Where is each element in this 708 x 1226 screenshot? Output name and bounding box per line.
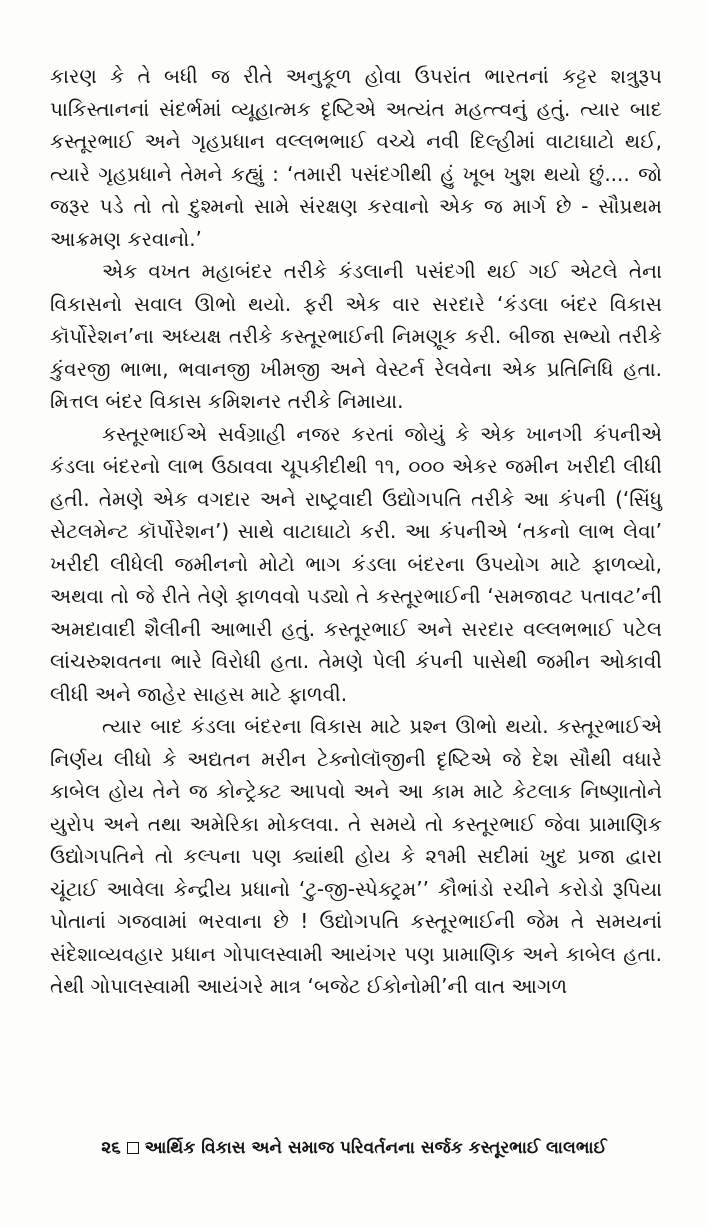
page-footer <box>0 1138 708 1158</box>
book-title: આર્થિક વિકાસ અને સમાજ પરિવર્તનના સર્જક કસ્તૂરભાઈ લાલભાઈ <box>144 1138 607 1158</box>
paragraph-3: કસ્તૂરભાઈએ સર્વગ્રાહી નજર કરતાં જોયું કે એક ખાનગી કંપનીએ કંડલા બંદરનો લાભ ઉઠાવવા ચૂપકીદીથી ૧૧, ૦૦૦ એકર જમીન ખરીદી લીધી હતી. તેમણે એક વગદાર અને રાષ્ટ્રવાદી ઉદ્યોગપતિ તરીકે આ કંપની (‘સિંધુ સેટલમેન્ટ કૉર્પોરેશન’) સાથે વાટાઘાટો કરી. આ કંપનીએ ‘તકનો લાભ લેવા’ ખરીદી લીધેલી જમીનનો મોટો ભાગ કંડલા બંદરના ઉપયોગ માટે ફાળવ્યો, અથવા તો જે રીતે તેણે ફાળવવો પડ્યો તે કસ્તૂરભાઈની ‘સમજાવટ પતાવટ’ની અમદાવાદી શૈલીની આભારી હતું. કસ્તૂરભાઈ અને સરદાર વલ્લભભાઈ પટેલ લાંચરુશવતના ભારે વિરોધી હતા. તેમણે પેલી કંપની પાસેથી જમીન ઓકાવી લીધી અને જાહેર સાહસ માટે ફાળવી. <box>50 421 662 706</box>
square-separator-icon <box>127 1142 139 1154</box>
paragraph-1: કારણ કે તે બધી જ રીતે અનુકૂળ હોવા ઉપરાંત ભારતનાં કટ્ટર શત્રુરૂપ પાકિસ્તાનનાં સંદર્ભમાં વ્યૂહાત્મક દૃષ્ટિએ અત્યંત મહત્ત્વનું હતું. ત્યાર બાદ કસ્તૂરભાઈ અને ગૃહપ્રધાન વલ્લભભાઈ વચ્ચે નવી દિલ્હીમાં વાટાઘાટો થઈ, ત્યારે ગૃહપ્રધાને તેમને કહ્યું : ‘તમારી પસંદગીથી હું ખૂબ ખુશ થયો છું.... જો જરૂર પડે તો તો દુશ્મનો સામે સંરક્ષણ કરવાનો એક જ માર્ગ છે - સૌપ્રથમ આક્રમણ કરવાનો.’ <box>50 64 662 251</box>
paragraph-2: એક વખત મહાબંદર તરીકે કંડલાની પસંદગી થઈ ગઈ એટલે તેના વિકાસનો સવાલ ઊભો થયો. ફરી એક વાર સરદારે ‘કંડલા બંદર વિકાસ કૉર્પોરેશન’ના અધ્યક્ષ તરીકે કસ્તૂરભાઈની નિમણૂક કરી. બીજા સભ્યો તરીકે કુંવરજી ભાભા, ભવાનજી ખીમજી અને વેસ્ટર્ન રેલવેના એક પ્રતિનિધિ હતા. મિત્તલ બંદર વિકાસ કમિશનર તરીકે નિમાયા. <box>50 259 662 413</box>
page-number: ૨૬ <box>101 1138 121 1158</box>
paragraph-4: ત્યાર બાદ કંડલા બંદરના વિકાસ માટે પ્રશ્ન ઊભો થયો. કસ્તૂરભાઈએ નિર્ણય લીધો કે અદ્યતન મરીન ટેક્નોલૉજીની દૃષ્ટિએ જે દેશ સૌથી વધારે કાબેલ હોય તેને જ કોન્ટ્રેક્ટ આપવો અને આ કામ માટે કેટલાક નિષ્ણાતોને યુરોપ અને તથા અમેરિકા મોકલવા. તે સમયે તો કસ્તૂરભાઈ જેવા પ્રામાણિક ઉદ્યોગપતિને તો કલ્પના પણ ક્યાંથી હોય કે ૨૧મી સદીમાં ખુદ પ્રજા દ્વારા ચૂંટાઈ આવેલા કેન્દ્રીય પ્રધાનો ‘ટુ-જી-સ્પેક્ટ્રમ’’ કૌભાંડો રચીને કરોડો રૂપિયા પોતાનાં ગજવામાં ભરવાના છે ! ઉદ્યોગપતિ કસ્તૂરભાઈની જેમ તે સમયનાં સંદેશાવ્યવહાર પ્રધાન ગોપાલસ્વામી આયંગર પણ પ્રામાણિક અને કાબેલ હતા. તેથી ગોપાલસ્વામી આયંગરે માત્ર ‘બજેટ ઈકોનોમી’ની વાત આગળ <box>50 714 662 998</box>
body-text <box>50 60 662 1003</box>
